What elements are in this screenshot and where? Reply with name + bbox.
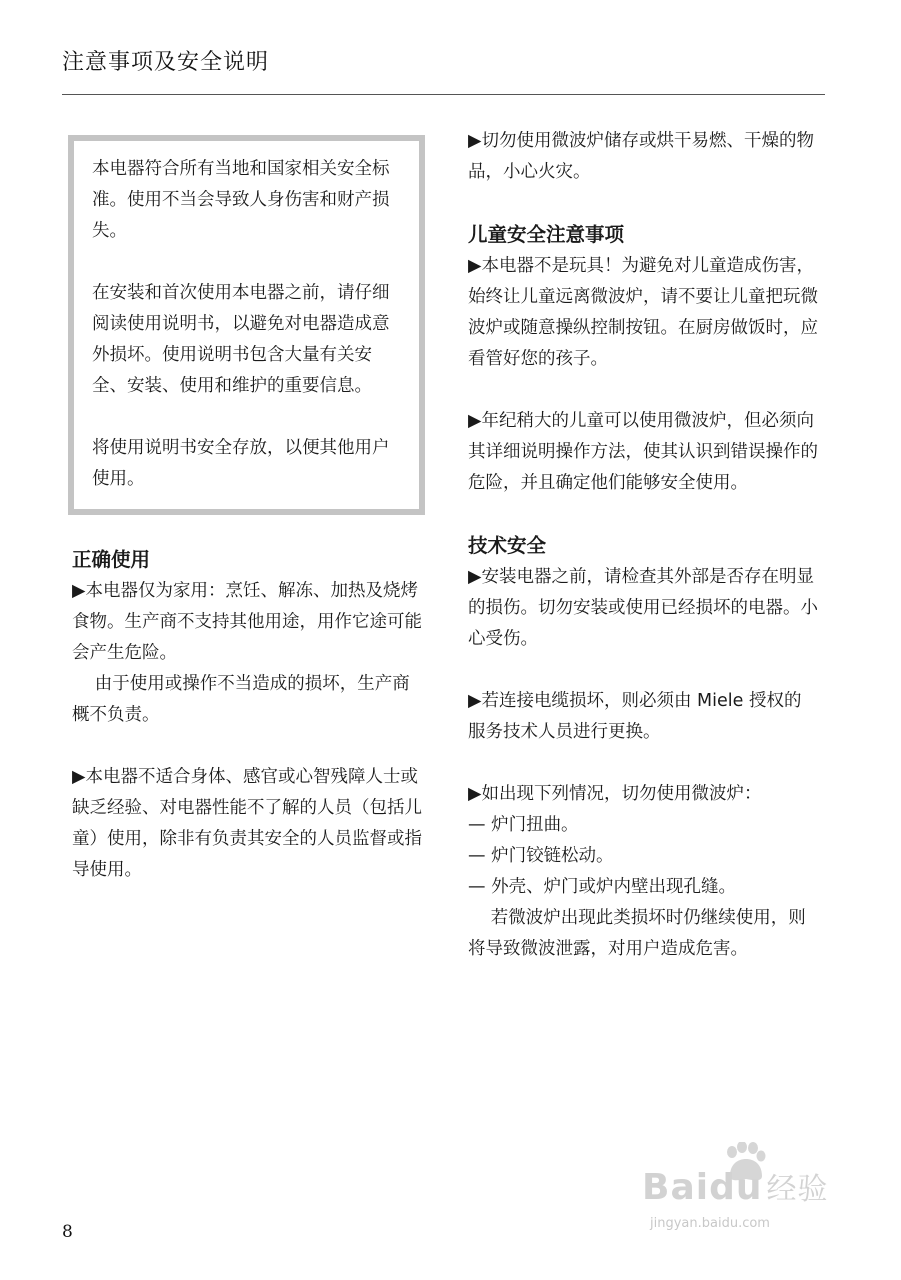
fire-warning-paragraph: ▶切勿使用微波炉储存或烘干易燃、干燥的物品，小心火灾。: [468, 131, 814, 182]
technical-safety-paragraph: ▶安装电器之前，请检查其外部是否存在明显的损伤。切勿安装或使用已经损坏的电器。小心受伤。: [468, 567, 818, 649]
damage-list-item: — 炉门扭曲。: [468, 815, 579, 835]
section-heading-child-safety: 儿童安全注意事项: [468, 223, 625, 246]
watermark-brand: Baidu 经验: [642, 1167, 829, 1208]
technical-safety-paragraph: 若微波炉出现此类损坏时仍继续使用，则将导致微波泄露，对用户造成危害。: [468, 908, 806, 959]
child-safety-paragraph: ▶年纪稍大的儿童可以使用微波炉，但必须向其详细说明操作方法，使其认识到错误操作的危险，并且确定他们能够安全使用。: [468, 411, 818, 493]
right-column: [468, 126, 818, 965]
page-number: 8: [62, 1222, 73, 1242]
notice-paragraph: 在安装和首次使用本电器之前，请仔细阅读使用说明书，以避免对电器造成意外损坏。使用说明书包含大量有关安全、安装、使用和维护的重要信息。: [92, 283, 390, 396]
left-column: [72, 135, 422, 886]
watermark-url: jingyan.baidu.com: [650, 1216, 770, 1231]
technical-safety-paragraph: ▶如出现下列情况，切勿使用微波炉：: [468, 784, 762, 804]
correct-use-paragraph: ▶本电器仅为家用：烹饪、解冻、加热及烧烤食物。生产商不支持其他用途，用作它途可能会产生危险。: [72, 581, 422, 663]
safety-notice-box: [68, 135, 425, 515]
title-divider: [62, 94, 825, 95]
page-title: 注意事项及安全说明: [62, 50, 270, 75]
section-heading-technical-safety: 技术安全: [468, 534, 547, 557]
notice-paragraph: 将使用说明书安全存放，以便其他用户使用。: [92, 438, 390, 489]
section-heading-correct-use: 正确使用: [72, 548, 151, 571]
correct-use-paragraph: 由于使用或操作不当造成的损坏，生产商概不负责。: [72, 674, 410, 725]
notice-paragraph: 本电器符合所有当地和国家相关安全标准。使用不当会导致人身伤害和财产损失。: [92, 159, 390, 241]
correct-use-paragraph: ▶本电器不适合身体、感官或心智残障人士或缺乏经验、对电器性能不了解的人员（包括儿童）使用，除非有负责其安全的人员监督或指导使用。: [72, 767, 422, 880]
technical-safety-paragraph: ▶若连接电缆损坏，则必须由 Miele 授权的服务技术人员进行更换。: [468, 691, 802, 742]
damage-list-item: — 炉门铰链松动。: [468, 846, 614, 866]
child-safety-paragraph: ▶本电器不是玩具！为避免对儿童造成伤害，始终让儿童远离微波炉，请不要让儿童把玩微波炉或随意操纵控制按钮。在厨房做饭时，应看管好您的孩子。: [468, 256, 818, 369]
baidu-jingyan-watermark: [636, 1134, 848, 1244]
damage-list-item: — 外壳、炉门或炉内壁出现孔缝。: [468, 877, 737, 897]
